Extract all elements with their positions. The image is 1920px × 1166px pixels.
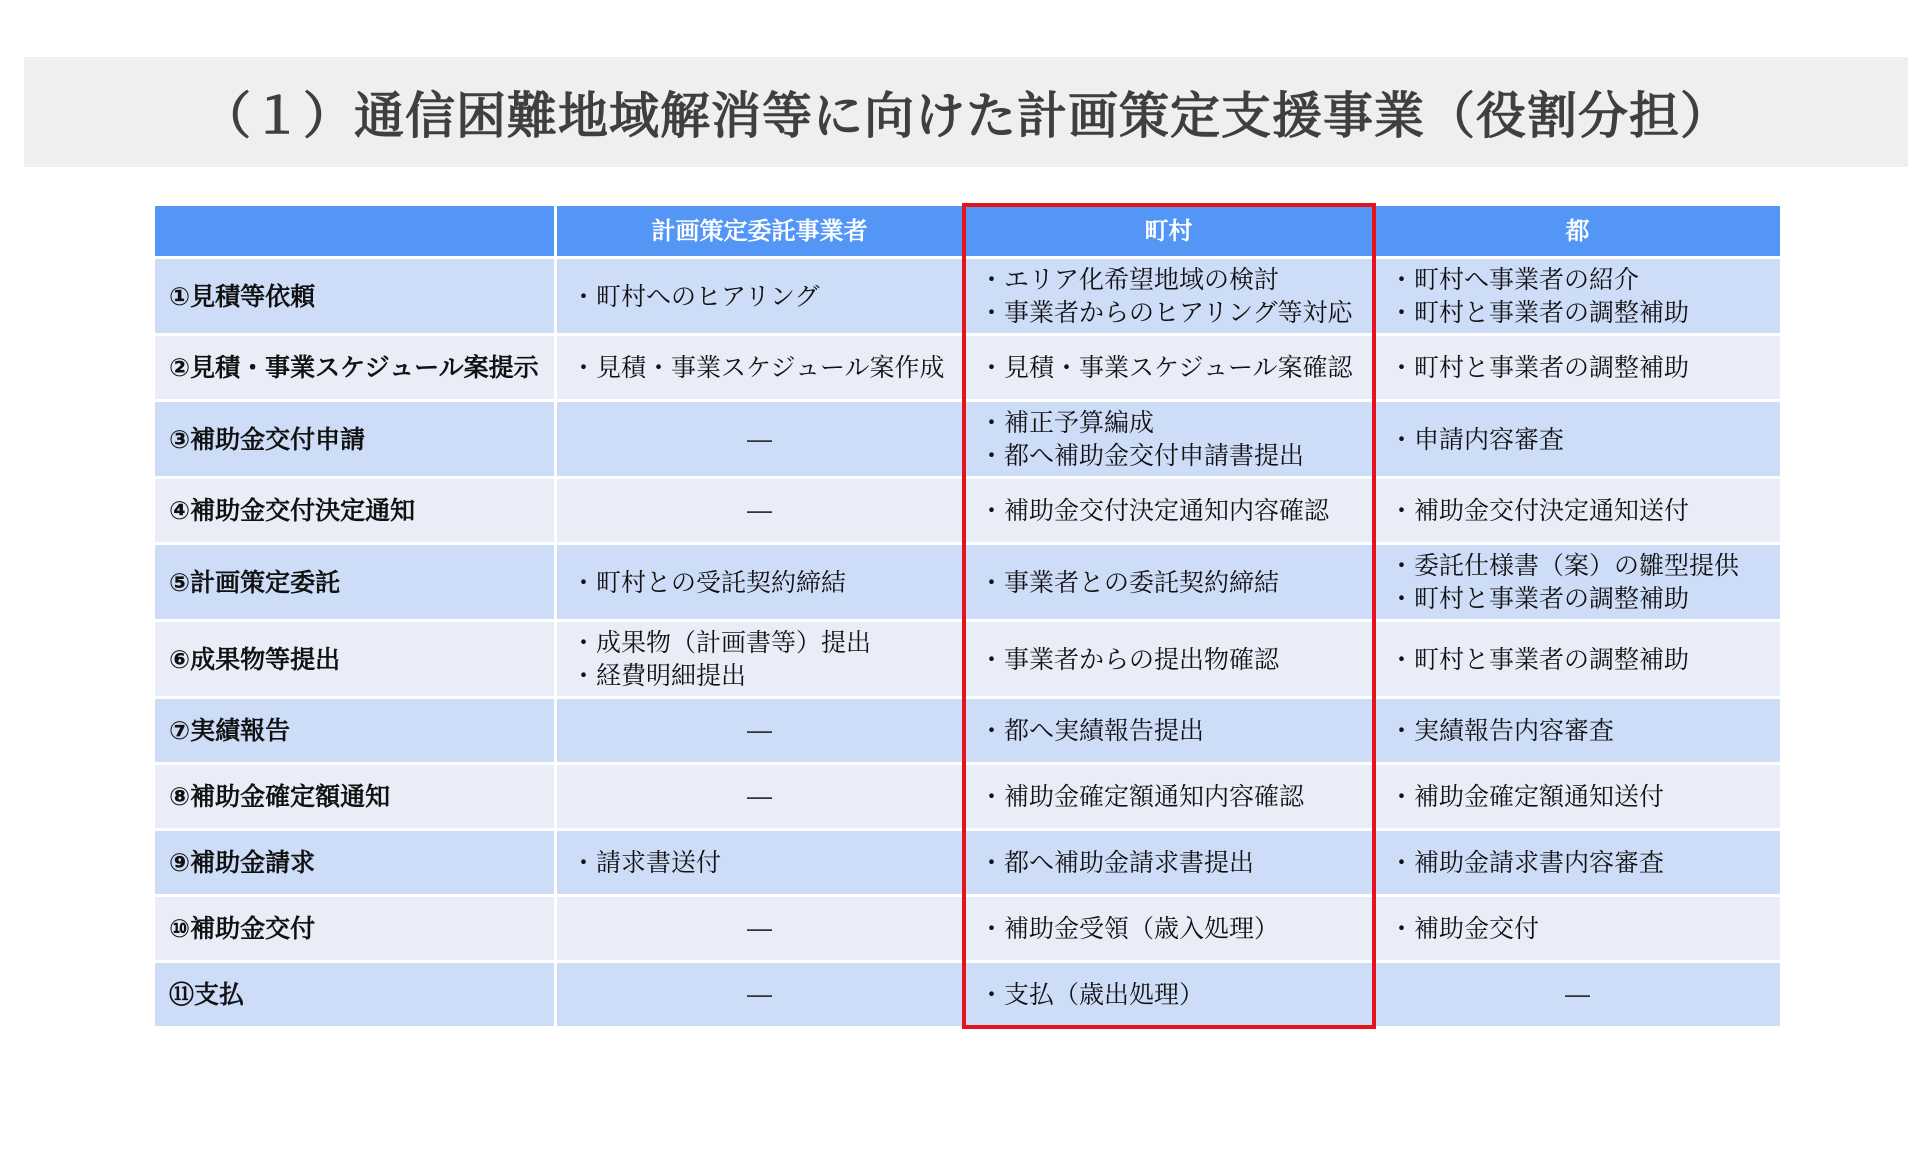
cell-line: ・都へ補助金請求書提出 <box>979 848 1255 877</box>
contractor-cell <box>556 335 964 401</box>
step-label: ⑨補助金請求 <box>154 830 556 896</box>
metro-cell <box>1374 335 1782 401</box>
metro-cell <box>1374 478 1782 544</box>
cell-line: ・町村と事業者の調整補助 <box>1389 353 1690 382</box>
step-label: ⑦実績報告 <box>154 698 556 764</box>
contractor-cell <box>556 544 964 621</box>
cell-line: ・事業者との委託契約締結 <box>979 567 1280 597</box>
cell-line: ・事業者からの提出物確認 <box>979 644 1280 674</box>
cell-line: ・補助金受領（歳入処理） <box>979 914 1280 943</box>
title-banner <box>24 57 1908 167</box>
step-label: ④補助金交付決定通知 <box>154 478 556 544</box>
town-cell <box>964 962 1374 1028</box>
page-title: （１）通信困難地域解消等に向けた計画策定支援事業（役割分担） <box>201 87 1731 145</box>
cell-line: ・支払（歳出処理） <box>979 980 1205 1009</box>
table-row <box>154 544 1782 621</box>
header-town: 町村 <box>964 205 1374 258</box>
step-label: ②見積・事業スケジュール案提示 <box>154 335 556 401</box>
step-label: ⑧補助金確定額通知 <box>154 764 556 830</box>
cell-line: ・町村と事業者の調整補助 <box>1389 298 1690 327</box>
header-contractor: 計画策定委託事業者 <box>556 205 964 258</box>
cell-line: ・補助金交付決定通知内容確認 <box>979 496 1330 525</box>
step-label: ⑤計画策定委託 <box>154 544 556 621</box>
contractor-cell <box>556 478 964 544</box>
dash-placeholder: ― <box>747 782 772 811</box>
dash-placeholder: ― <box>747 914 772 943</box>
cell-line: ・補助金確定額通知送付 <box>1389 782 1665 811</box>
cell-line: ・補助金請求書内容審査 <box>1389 848 1665 877</box>
contractor-cell <box>556 698 964 764</box>
metro-cell <box>1374 830 1782 896</box>
metro-cell <box>1374 764 1782 830</box>
contractor-cell <box>556 764 964 830</box>
cell-line: ・実績報告内容審査 <box>1389 716 1615 745</box>
town-cell <box>964 621 1374 698</box>
cell-line: ・町村と事業者の調整補助 <box>1389 644 1690 674</box>
header-metro: 都 <box>1374 205 1782 258</box>
cell-line: ・成果物（計画書等）提出 <box>571 628 872 657</box>
step-label: ⑥成果物等提出 <box>154 621 556 698</box>
town-cell <box>964 698 1374 764</box>
contractor-cell <box>556 896 964 962</box>
contractor-cell <box>556 830 964 896</box>
table-row <box>154 621 1782 698</box>
table-row <box>154 335 1782 401</box>
table-row <box>154 764 1782 830</box>
metro-cell <box>1374 258 1782 335</box>
cell-line: ・見積・事業スケジュール案作成 <box>571 353 945 382</box>
cell-line: ・町村へ事業者の紹介 <box>1389 265 1640 294</box>
cell-line: ・都へ補助金交付申請書提出 <box>979 441 1305 470</box>
cell-line: ・補助金確定額通知内容確認 <box>979 782 1305 811</box>
town-cell <box>964 478 1374 544</box>
cell-line: ・請求書送付 <box>571 848 722 877</box>
contractor-cell <box>556 621 964 698</box>
cell-line: ・委託仕様書（案）の雛型提供 <box>1389 551 1740 580</box>
town-cell <box>964 544 1374 621</box>
town-cell <box>964 401 1374 478</box>
metro-cell <box>1374 962 1782 1028</box>
cell-line: ・事業者からのヒアリング等対応 <box>979 298 1353 327</box>
table-header-row <box>154 205 1782 258</box>
table-row <box>154 401 1782 478</box>
town-cell <box>964 258 1374 335</box>
table-row <box>154 896 1782 962</box>
metro-cell <box>1374 544 1782 621</box>
table-row <box>154 478 1782 544</box>
metro-cell <box>1374 621 1782 698</box>
cell-line: ・申請内容審査 <box>1389 424 1565 454</box>
table-row <box>154 258 1782 335</box>
town-cell <box>964 830 1374 896</box>
table-row <box>154 830 1782 896</box>
cell-line: ・町村との受託契約締結 <box>571 567 847 597</box>
dash-placeholder: ― <box>747 424 772 454</box>
cell-line: ・補助金交付決定通知送付 <box>1389 496 1690 525</box>
contractor-cell <box>556 962 964 1028</box>
dash-placeholder: ― <box>747 496 772 525</box>
step-label: ⑩補助金交付 <box>154 896 556 962</box>
dash-placeholder: ― <box>747 980 772 1009</box>
town-cell <box>964 764 1374 830</box>
table-body <box>154 258 1782 1028</box>
cell-line: ・経費明細提出 <box>571 661 747 690</box>
town-cell <box>964 335 1374 401</box>
dash-placeholder: ― <box>747 716 772 745</box>
step-label: ③補助金交付申請 <box>154 401 556 478</box>
table-row <box>154 698 1782 764</box>
cell-line: ・町村と事業者の調整補助 <box>1389 584 1690 613</box>
cell-line: ・見積・事業スケジュール案確認 <box>979 353 1353 382</box>
cell-line: ・都へ実績報告提出 <box>979 716 1205 745</box>
metro-cell <box>1374 698 1782 764</box>
cell-line: ・町村へのヒアリング <box>571 281 820 311</box>
cell-line: ・補正予算編成 <box>979 408 1155 437</box>
town-cell <box>964 896 1374 962</box>
cell-line: ・エリア化希望地域の検討 <box>979 265 1280 294</box>
contractor-cell <box>556 401 964 478</box>
table-row <box>154 962 1782 1028</box>
step-label: ①見積等依頼 <box>154 258 556 335</box>
cell-line: ・補助金交付 <box>1389 914 1540 943</box>
metro-cell <box>1374 896 1782 962</box>
header-step <box>154 205 556 258</box>
metro-cell <box>1374 401 1782 478</box>
contractor-cell <box>556 258 964 335</box>
role-division-table <box>152 203 1783 1029</box>
step-label: ⑪支払 <box>154 962 556 1028</box>
dash-placeholder: ― <box>1565 980 1590 1009</box>
